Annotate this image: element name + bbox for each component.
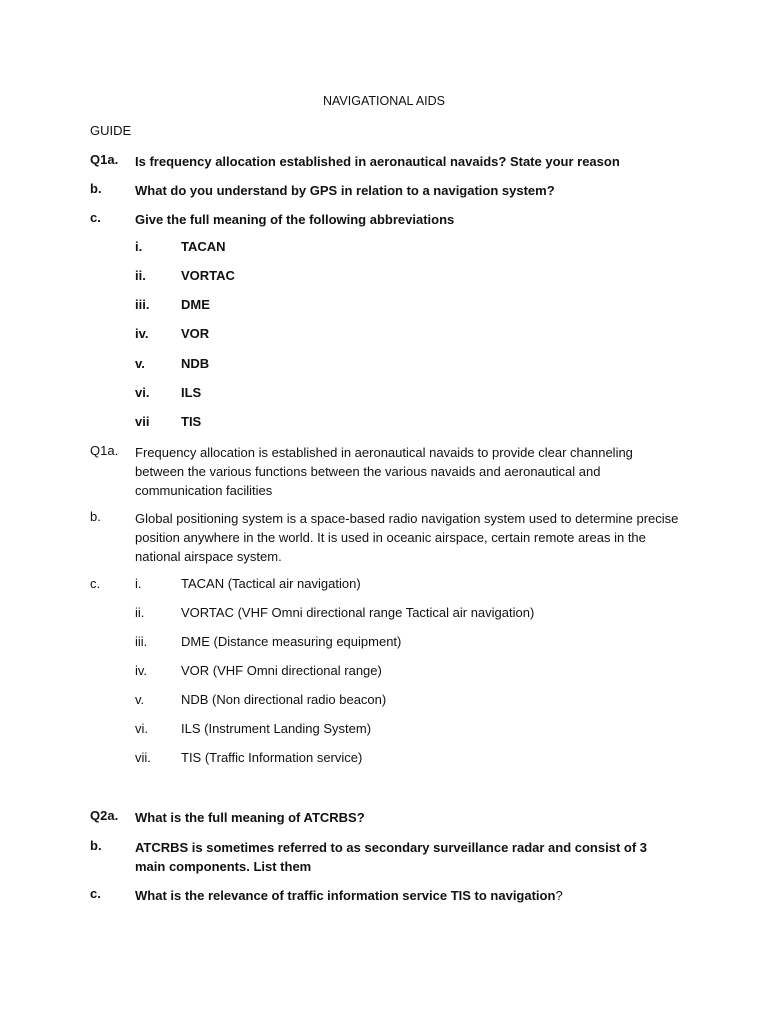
answer-num: iii. [135, 634, 148, 649]
guide-heading: GUIDE [90, 123, 132, 138]
abbrev-num: iv. [135, 326, 149, 341]
q2a-text: What is the full meaning of ATCRBS? [135, 810, 365, 825]
answer-num: v. [135, 692, 145, 707]
q2a-label: Q2a. [90, 808, 119, 823]
answer-text: VORTAC (VHF Omni directional range Tactical air navigation) [181, 605, 535, 620]
abbrev-num: v. [135, 356, 145, 371]
answer-text: TIS (Traffic Information service) [181, 750, 363, 765]
abbrev-text: DME [181, 297, 210, 312]
answer-text: NDB (Non directional radio beacon) [181, 692, 387, 707]
answer-text: TACAN (Tactical air navigation) [181, 576, 361, 591]
abbrev-num: vi. [135, 385, 150, 400]
document-title: NAVIGATIONAL AIDS [322, 94, 446, 108]
q2b-text: ATCRBS is sometimes referred to as secondary surveillance radar and consist of 3 main components. List them [135, 840, 648, 874]
q1c-label: c. [90, 210, 101, 225]
q1a-answer-label: Q1a. [90, 443, 119, 458]
abbrev-num: ii. [135, 268, 146, 283]
abbrev-text: VOR [181, 326, 210, 341]
q1a-label: Q1a. [90, 152, 119, 167]
q2c-label: c. [90, 886, 101, 901]
q1b-label: b. [90, 181, 102, 196]
q2c-question-mark: ? [555, 888, 563, 903]
abbrev-text: TIS [181, 414, 202, 429]
answer-num: i. [135, 576, 142, 591]
q1a-answer-text: Frequency allocation is established in aeronautical navaids to provide clear channeling between the various functions between the various navaids and aeronautical and communication facilities [135, 445, 633, 498]
q2b-label: b. [90, 838, 102, 853]
q1b-answer-label: b. [90, 509, 101, 524]
q1c-text: Give the full meaning of the following abbreviations [135, 212, 455, 227]
q2c-text: What is the relevance of traffic information service TIS to navigation [135, 888, 556, 903]
answer-text: ILS (Instrument Landing System) [181, 721, 372, 736]
abbrev-text: TACAN [181, 239, 226, 254]
answer-num: vii. [135, 750, 151, 765]
abbrev-text: VORTAC [181, 268, 235, 283]
abbrev-num: vii [135, 414, 150, 429]
answer-text: DME (Distance measuring equipment) [181, 634, 402, 649]
q1b-answer-text: Global positioning system is a space-based radio navigation system used to determine precise position anywhere in the world. It is used in oceanic airspace, certain remote areas in the national airspace system. [135, 511, 679, 564]
abbrev-num: iii. [135, 297, 150, 312]
answer-num: vi. [135, 721, 148, 736]
q1c-answer-label: c. [90, 576, 101, 591]
answer-num: ii. [135, 605, 145, 620]
abbrev-text: NDB [181, 356, 210, 371]
q1b-text: What do you understand by GPS in relation to a navigation system? [135, 183, 555, 198]
q2c-text-wrap [135, 886, 680, 905]
answer-num: iv. [135, 663, 148, 678]
answer-text: VOR (VHF Omni directional range) [181, 663, 382, 678]
abbrev-text: ILS [181, 385, 202, 400]
abbrev-num: i. [135, 239, 143, 254]
q1a-text: Is frequency allocation established in aeronautical navaids? State your reason [135, 154, 620, 169]
